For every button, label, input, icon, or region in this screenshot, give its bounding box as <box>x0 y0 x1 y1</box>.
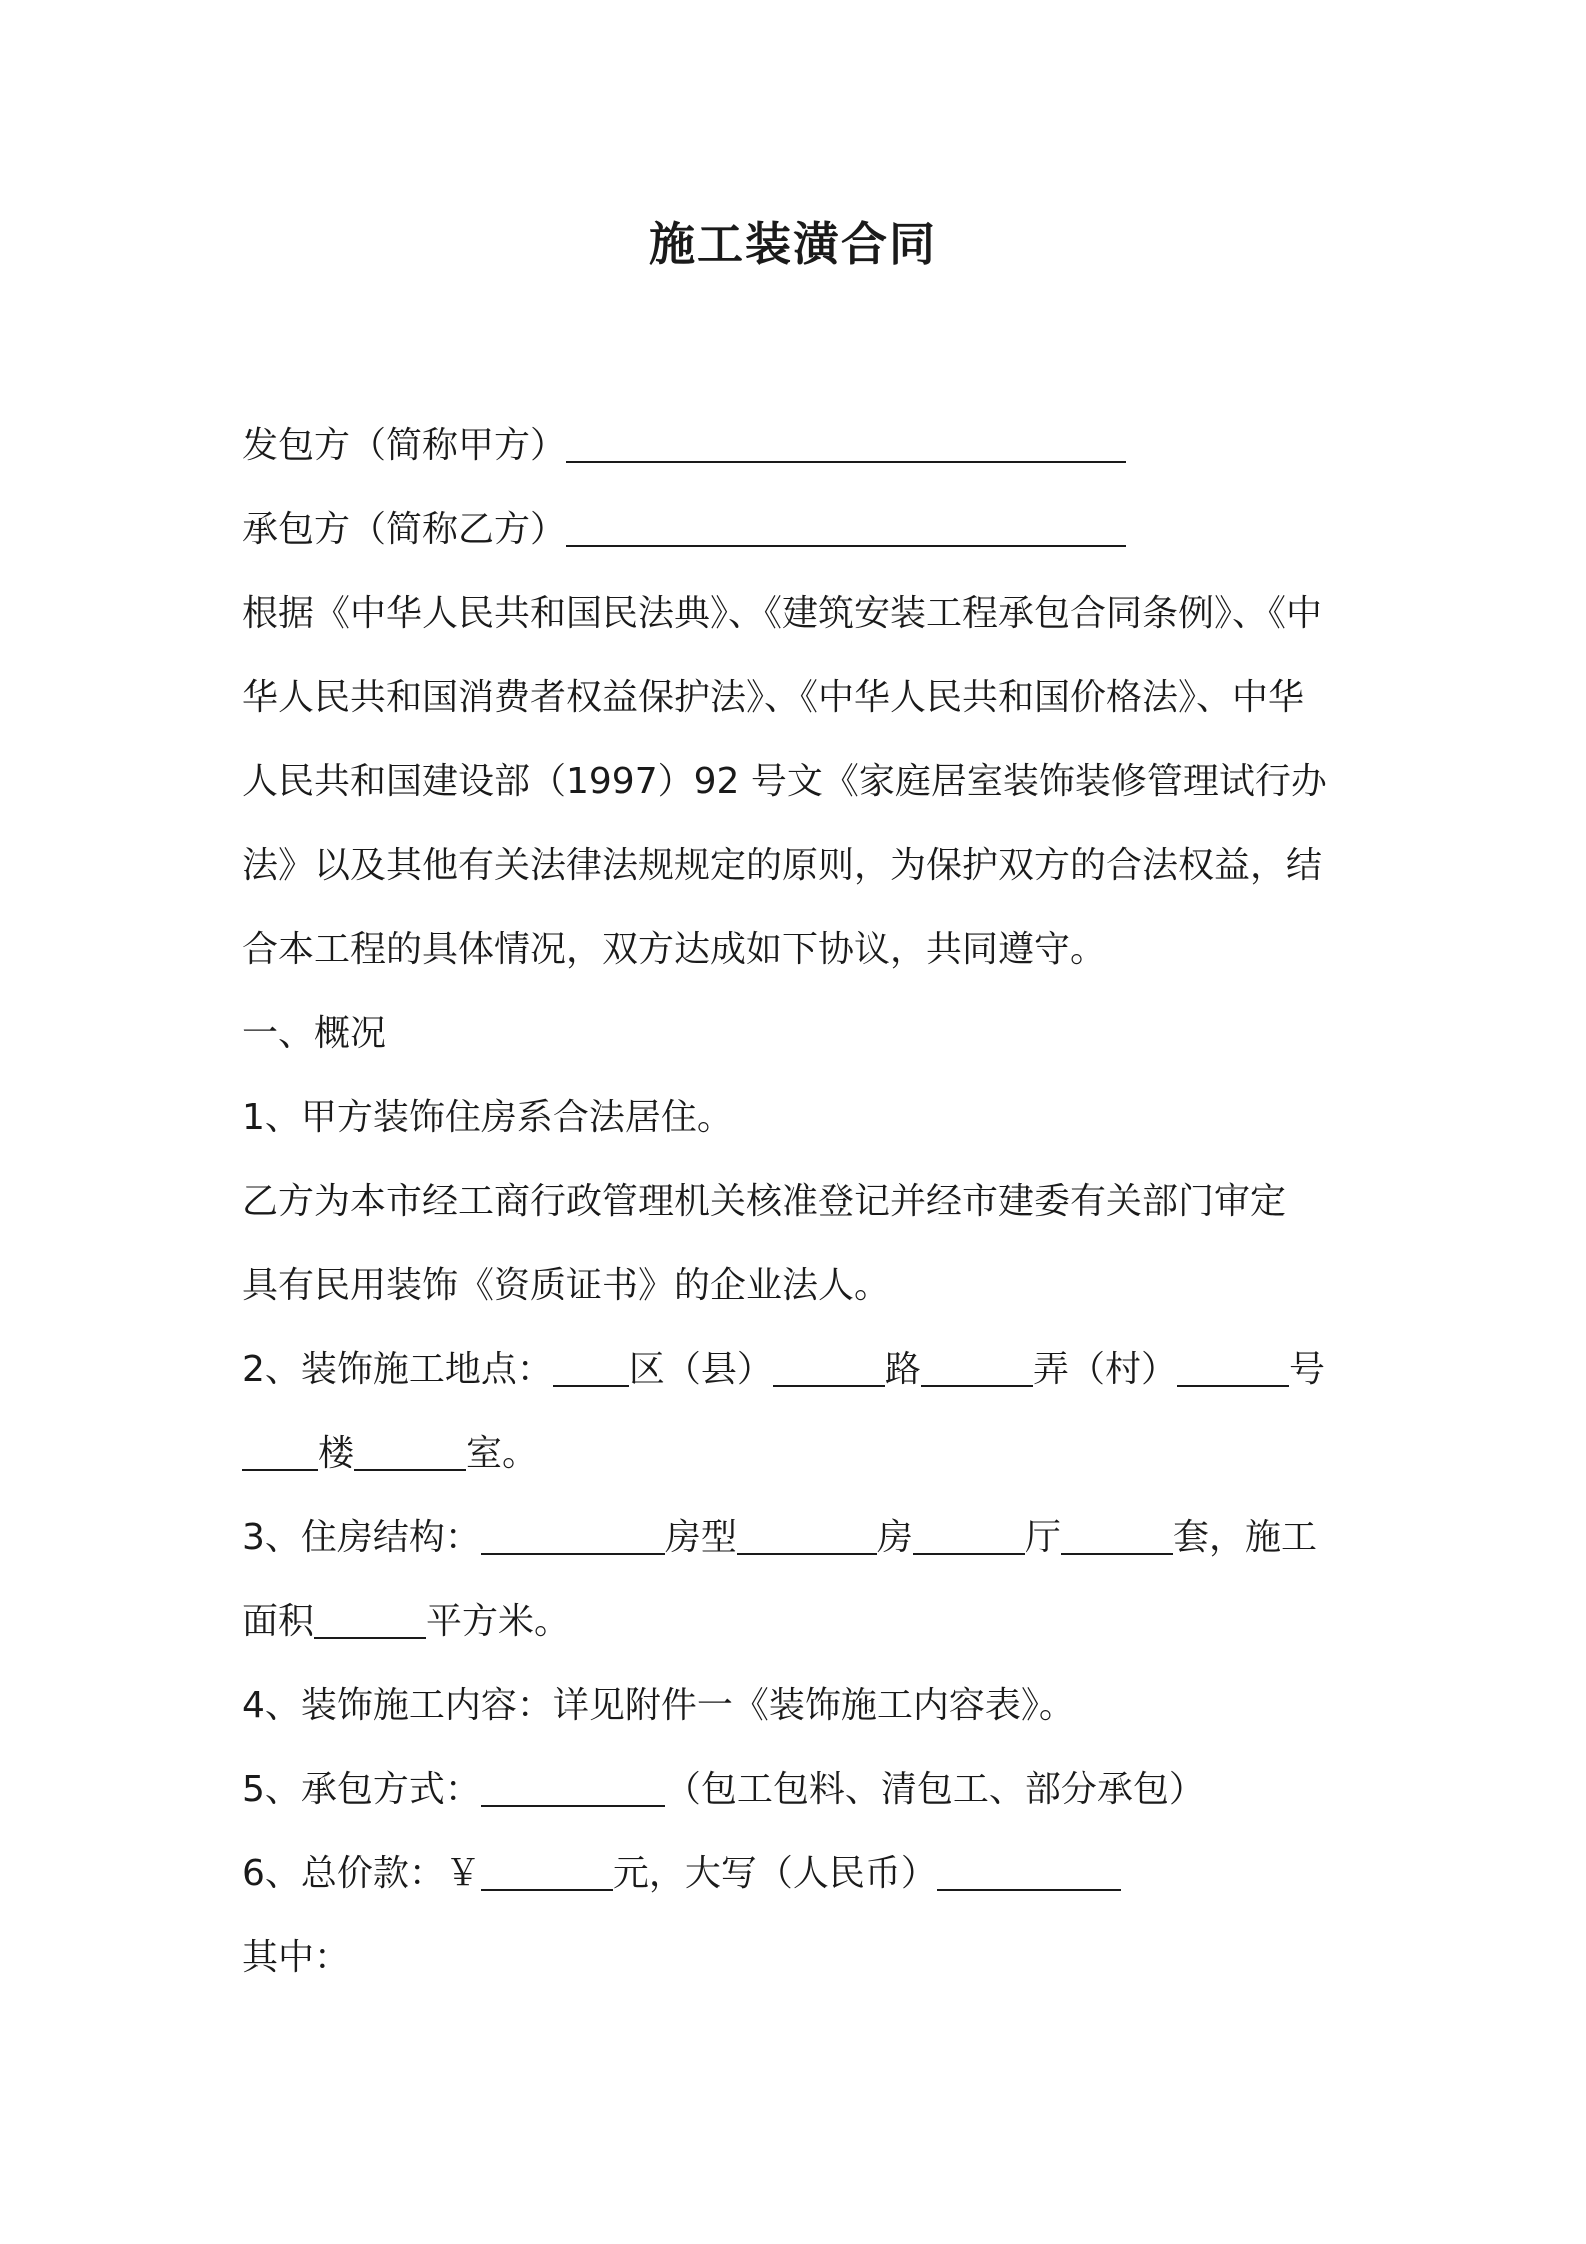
clause-3-line <box>242 1580 1354 1664</box>
number-label: 号 <box>1288 1349 1325 1390</box>
clause-6-line <box>242 1832 1354 1916</box>
area-unit: 平方米。 <box>426 1601 571 1642</box>
clause-2-line <box>242 1328 1354 1412</box>
halls-blank[interactable] <box>1061 1509 1173 1555</box>
contract-method-blank[interactable] <box>481 1761 665 1807</box>
road-blank[interactable] <box>773 1341 885 1387</box>
clause-3-line <box>242 1496 1354 1580</box>
intro-line: 华人民共和国消费者权益保护法》、《中华人民共和国价格法》、中华 <box>242 677 1305 718</box>
party-b-blank[interactable] <box>566 501 1126 547</box>
among-label: 其中： <box>242 1937 351 1978</box>
suite-label: 套，施工 <box>1172 1517 1317 1558</box>
intro-line: 人民共和国建设部（1997）92 号文《家庭居室装饰装修管理试行办 <box>242 761 1327 802</box>
clause-2-prefix: 2、装饰施工地点： <box>242 1349 553 1390</box>
rooms-label: 房 <box>876 1517 913 1558</box>
room-blank[interactable] <box>354 1425 466 1471</box>
party-b-label: 承包方（简称乙方） <box>242 509 567 550</box>
building-label: 楼 <box>318 1433 355 1474</box>
district-blank[interactable] <box>553 1341 629 1387</box>
party-a-label: 发包方（简称甲方） <box>242 425 567 466</box>
intro-line: 根据《中华人民共和国民法典》、《建筑安装工程承包合同条例》、《中 <box>242 593 1323 634</box>
halls-label: 厅 <box>1024 1517 1061 1558</box>
area-blank[interactable] <box>314 1593 426 1639</box>
clause-5-line <box>242 1748 1354 1832</box>
type-blank[interactable] <box>737 1509 877 1555</box>
contract-body <box>242 404 1354 2000</box>
clause-4-line: 4、装饰施工内容：详见附件一《装饰施工内容表》。 <box>242 1685 1075 1726</box>
room-label: 室。 <box>466 1433 539 1474</box>
total-price-blank[interactable] <box>481 1845 613 1891</box>
party-a-line <box>242 404 1354 488</box>
number-blank[interactable] <box>1177 1341 1289 1387</box>
intro-line: 合本工程的具体情况，双方达成如下协议，共同遵守。 <box>242 929 1107 970</box>
type-label: 房型 <box>664 1517 737 1558</box>
rooms-blank[interactable] <box>913 1509 1025 1555</box>
lane-label: 弄（村） <box>1032 1349 1177 1390</box>
contract-method-options: （包工包料、清包工、部分承包） <box>664 1769 1205 1810</box>
clause-2-line <box>242 1412 1354 1496</box>
section-heading: 一、概况 <box>242 1013 387 1054</box>
structure-blank[interactable] <box>481 1509 665 1555</box>
clause-1-line: 具有民用装饰《资质证书》的企业法人。 <box>242 1265 891 1306</box>
total-price-words-blank[interactable] <box>937 1845 1121 1891</box>
lane-blank[interactable] <box>921 1341 1033 1387</box>
party-b-line <box>242 488 1354 572</box>
clause-1-line: 1、甲方装饰住房系合法居住。 <box>242 1097 733 1138</box>
intro-line: 法》以及其他有关法律法规规定的原则，为保护双方的合法权益，结 <box>242 845 1323 886</box>
party-a-blank[interactable] <box>566 417 1126 463</box>
clause-6-prefix: 6、总价款：￥ <box>242 1853 481 1894</box>
document-title: 施工装潢合同 <box>649 217 937 271</box>
road-label: 路 <box>884 1349 921 1390</box>
clause-1-line: 乙方为本市经工商行政管理机关核准登记并经市建委有关部门审定 <box>242 1181 1287 1222</box>
building-blank[interactable] <box>242 1425 318 1471</box>
clause-3-prefix: 3、住房结构： <box>242 1517 481 1558</box>
area-label: 面积 <box>242 1601 315 1642</box>
district-label: 区（县） <box>628 1349 773 1390</box>
clause-5-prefix: 5、承包方式： <box>242 1769 481 1810</box>
yuan-label: 元，大写（人民币） <box>612 1853 937 1894</box>
